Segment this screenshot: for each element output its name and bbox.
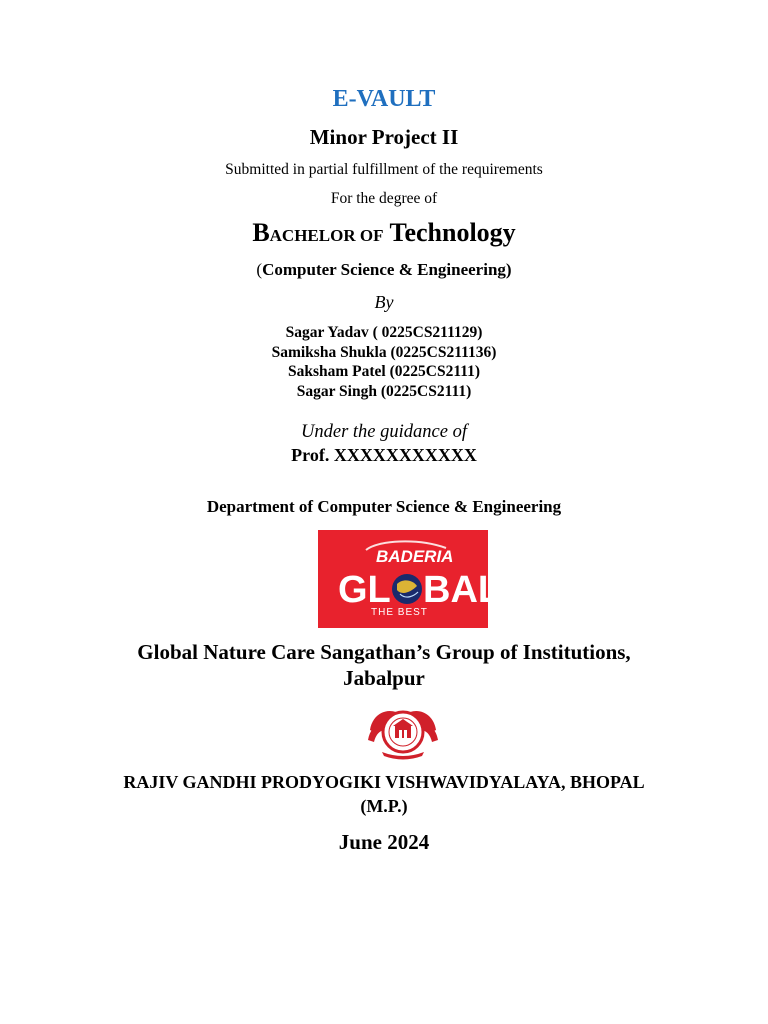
institution-line1: Global Nature Care Sangathan’s Group of Institutions, [137, 640, 631, 664]
by-label: By [374, 292, 394, 312]
submission-date: June 2024 [338, 830, 430, 854]
logo-line1: BADERIA [376, 547, 454, 566]
student-name: Samiksha Shukla (0225CS211136) [271, 344, 497, 361]
department-name: Department of Computer Science & Engineering [206, 497, 562, 516]
logo-line2-right: BAL [423, 569, 502, 611]
logo-line2-left: GL [338, 569, 391, 611]
student-name: Saksham Patel (0225CS2111) [287, 363, 481, 380]
degree-name [0, 218, 768, 248]
student-name: Sagar Singh (0225CS2111) [296, 383, 472, 400]
guide-name: Prof. XXXXXXXXXXX [291, 445, 477, 465]
university-line1: RAJIV GANDHI PRODYOGIKI VISHWAVIDYALAYA, BHOPAL [123, 772, 645, 792]
degree-intro: For the degree of [330, 190, 438, 207]
institution-line2: Jabalpur [343, 666, 425, 690]
baderia-global-logo [318, 530, 502, 628]
submission-line: Submitted in partial fulfillment of the requirements [225, 161, 543, 178]
project-title: E-VAULT [332, 86, 436, 112]
guidance-label: Under the guidance of [301, 422, 467, 442]
degree-small-caps: ACHELOR OF [269, 226, 384, 245]
degree-first-letter: B [252, 218, 270, 247]
university-seal-icon [364, 700, 442, 762]
degree-last-word: Technology [389, 218, 516, 247]
branch-open-paren: ( [256, 260, 263, 279]
branch-name [0, 260, 768, 280]
university-line2: (M.P.) [360, 796, 408, 816]
project-subtitle: Minor Project II [309, 125, 459, 149]
branch-text: Computer Science & Engineering) [262, 260, 512, 279]
student-name: Sagar Yadav ( 0225CS211129) [285, 324, 483, 341]
logo-tagline: THE BEST [371, 607, 428, 618]
